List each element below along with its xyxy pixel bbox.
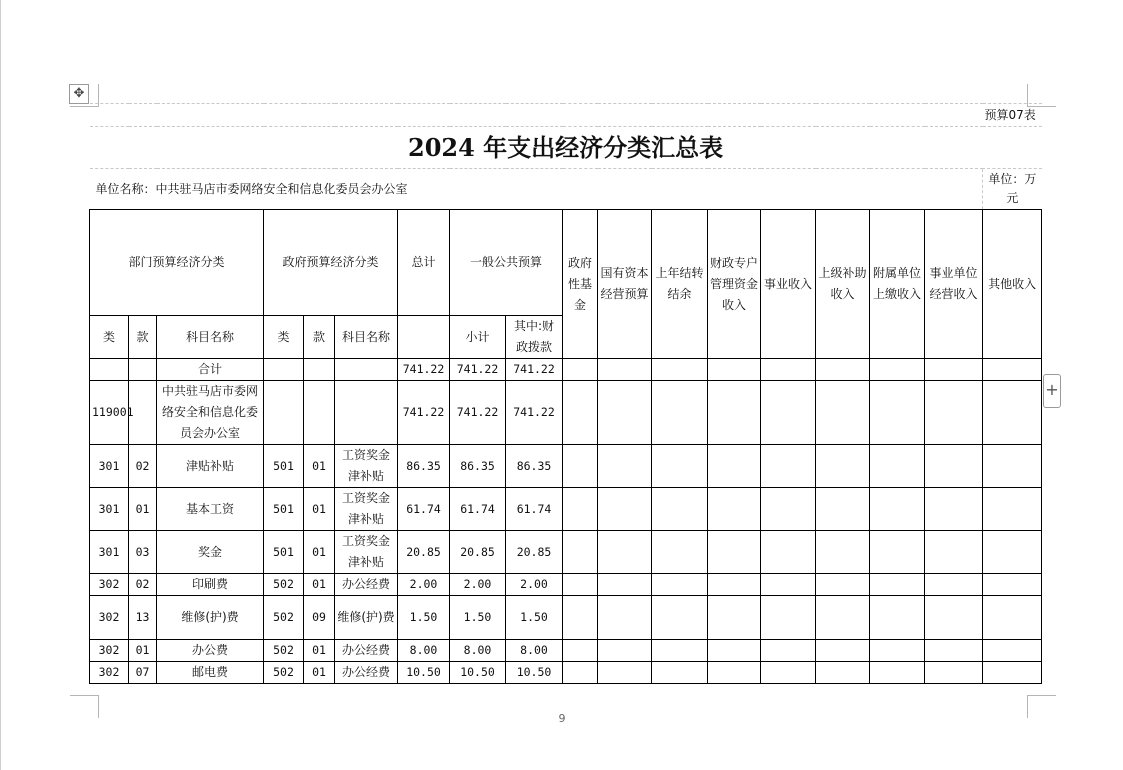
cell-empty <box>598 381 652 445</box>
cell-subtotal: 10.50 <box>450 662 506 684</box>
cell-item-name: 津贴补贴 <box>157 445 264 488</box>
cell-empty <box>816 574 870 596</box>
cell-item-name: 办公费 <box>157 640 264 662</box>
table-row <box>90 596 1042 640</box>
cell-lei: 302 <box>90 662 129 684</box>
cell-item-name: 印刷费 <box>157 574 264 596</box>
header-total-blank <box>398 316 450 359</box>
cell-total: 8.00 <box>398 640 450 662</box>
cell-empty <box>816 662 870 684</box>
cell-gov-lei: 501 <box>264 531 304 574</box>
cell-subtotal: 61.74 <box>450 488 506 531</box>
cell-empty <box>563 445 598 488</box>
cell-lei <box>90 359 129 381</box>
cell-gov-lei: 501 <box>264 488 304 531</box>
header-gov-kuan: 款 <box>304 316 335 359</box>
header-carryover: 上年结转结余 <box>652 210 708 359</box>
cell-empty <box>652 359 708 381</box>
cell-empty <box>652 445 708 488</box>
cell-empty <box>816 531 870 574</box>
cell-empty <box>983 381 1042 445</box>
cell-empty <box>652 381 708 445</box>
cell-lei: 301 <box>90 445 129 488</box>
cell-total: 20.85 <box>398 531 450 574</box>
cell-fiscal: 10.50 <box>506 662 563 684</box>
cell-gov-kuan: 01 <box>304 531 335 574</box>
form-number: 预算07表 <box>90 104 1042 127</box>
cell-empty <box>563 488 598 531</box>
cell-empty <box>708 381 761 445</box>
margin-corner-mark <box>70 695 99 718</box>
page-title: 2024 年支出经济分类汇总表 <box>90 127 1042 169</box>
cell-empty <box>563 381 598 445</box>
cell-gov-kuan: 09 <box>304 596 335 640</box>
table-row <box>90 640 1042 662</box>
cell-empty <box>652 574 708 596</box>
header-state-capital: 国有资本经营预算 <box>598 210 652 359</box>
cell-lei: 302 <box>90 574 129 596</box>
header-gov-item-name: 科目名称 <box>335 316 398 359</box>
cell-lei: 302 <box>90 640 129 662</box>
cell-gov-kuan: 01 <box>304 574 335 596</box>
cell-empty <box>870 488 925 531</box>
unit-name: 单位名称：中共驻马店市委网络安全和信息化委员会办公室 <box>90 169 983 210</box>
cell-empty <box>925 359 983 381</box>
cell-empty <box>598 445 652 488</box>
cell-empty <box>598 488 652 531</box>
cell-empty <box>983 445 1042 488</box>
cell-subtotal: 2.00 <box>450 574 506 596</box>
cell-gov-kuan: 01 <box>304 640 335 662</box>
cell-empty <box>816 381 870 445</box>
header-operating-income: 事业单位经营收入 <box>925 210 983 359</box>
cell-kuan: 01 <box>129 640 157 662</box>
cell-gov-lei: 502 <box>264 574 304 596</box>
cell-empty <box>598 662 652 684</box>
cell-empty <box>925 574 983 596</box>
header-subtotal: 小计 <box>450 316 506 359</box>
cell-total: 86.35 <box>398 445 450 488</box>
cell-empty <box>598 359 652 381</box>
cell-empty <box>983 596 1042 640</box>
cell-empty <box>708 596 761 640</box>
cell-gov-item-name: 办公经费 <box>335 640 398 662</box>
cell-kuan: 03 <box>129 531 157 574</box>
cell-fiscal: 1.50 <box>506 596 563 640</box>
cell-empty <box>652 596 708 640</box>
cell-empty <box>925 596 983 640</box>
cell-subtotal: 20.85 <box>450 531 506 574</box>
header-total: 总计 <box>398 210 450 316</box>
cell-empty <box>816 596 870 640</box>
cell-kuan: 02 <box>129 445 157 488</box>
cell-gov-kuan: 01 <box>304 445 335 488</box>
cell-empty <box>598 574 652 596</box>
cell-kuan: 02 <box>129 574 157 596</box>
cell-empty <box>708 359 761 381</box>
cell-subtotal: 1.50 <box>450 596 506 640</box>
cell-empty <box>761 445 816 488</box>
cell-item-name: 合计 <box>157 359 264 381</box>
cell-empty <box>652 488 708 531</box>
cell-total: 741.22 <box>398 381 450 445</box>
cell-empty <box>761 381 816 445</box>
cell-subtotal: 86.35 <box>450 445 506 488</box>
cell-gov-kuan <box>304 381 335 445</box>
header-affiliated-income: 附属单位上缴收入 <box>870 210 925 359</box>
cell-empty <box>870 445 925 488</box>
cell-fiscal: 741.22 <box>506 359 563 381</box>
cell-empty <box>563 574 598 596</box>
cell-subtotal: 8.00 <box>450 640 506 662</box>
unit-label: 单位：万元 <box>983 169 1042 210</box>
cell-empty <box>652 662 708 684</box>
header-dept-class: 部门预算经济分类 <box>90 210 264 316</box>
table-row <box>90 488 1042 531</box>
cell-total: 741.22 <box>398 359 450 381</box>
cell-gov-kuan <box>304 359 335 381</box>
cell-kuan: 07 <box>129 662 157 684</box>
cell-gov-lei: 501 <box>264 445 304 488</box>
cell-gov-lei <box>264 381 304 445</box>
cell-gov-kuan: 01 <box>304 488 335 531</box>
cell-empty <box>870 531 925 574</box>
table-row <box>90 574 1042 596</box>
cell-fiscal: 86.35 <box>506 445 563 488</box>
cell-empty <box>925 488 983 531</box>
cell-empty <box>816 488 870 531</box>
cell-lei: 301 <box>90 531 129 574</box>
cell-empty <box>652 531 708 574</box>
cell-gov-lei: 502 <box>264 640 304 662</box>
cell-gov-item-name: 办公经费 <box>335 574 398 596</box>
cell-lei: 302 <box>90 596 129 640</box>
cell-empty <box>708 574 761 596</box>
cell-empty <box>925 640 983 662</box>
header-gov-fund: 政府性基金 <box>563 210 598 359</box>
cell-item-name: 奖金 <box>157 531 264 574</box>
cell-empty <box>816 359 870 381</box>
cell-empty <box>652 640 708 662</box>
table-row <box>90 662 1042 684</box>
cell-fiscal: 2.00 <box>506 574 563 596</box>
cell-item-name: 中共驻马店市委网络安全和信息化委员会办公室 <box>157 381 264 445</box>
cell-empty <box>870 662 925 684</box>
cell-gov-item-name: 工资奖金津补贴 <box>335 488 398 531</box>
cell-fiscal: 8.00 <box>506 640 563 662</box>
cell-total: 10.50 <box>398 662 450 684</box>
cell-empty <box>563 640 598 662</box>
header-superior-subsidy: 上级补助收入 <box>816 210 870 359</box>
cell-empty <box>761 574 816 596</box>
cell-empty <box>761 662 816 684</box>
cell-empty <box>708 640 761 662</box>
header-gov-lei: 类 <box>264 316 304 359</box>
cell-empty <box>870 574 925 596</box>
cell-empty <box>598 531 652 574</box>
page-number: 9 <box>558 712 566 725</box>
cell-kuan: 13 <box>129 596 157 640</box>
margin-corner-mark <box>1027 695 1056 718</box>
cell-lei: 301 <box>90 488 129 531</box>
cell-subtotal: 741.22 <box>450 359 506 381</box>
header-gov-class: 政府预算经济分类 <box>264 210 398 316</box>
cell-empty <box>708 531 761 574</box>
header-other-income: 其他收入 <box>983 210 1042 359</box>
cell-empty <box>761 488 816 531</box>
cell-gov-lei <box>264 359 304 381</box>
cell-empty <box>870 381 925 445</box>
cell-gov-lei: 502 <box>264 596 304 640</box>
cell-gov-lei: 502 <box>264 662 304 684</box>
cell-item-name: 基本工资 <box>157 488 264 531</box>
cell-empty <box>708 445 761 488</box>
cell-empty <box>983 574 1042 596</box>
cell-empty <box>870 640 925 662</box>
budget-table <box>89 103 1041 684</box>
cell-empty <box>563 662 598 684</box>
cell-empty <box>563 596 598 640</box>
cell-empty <box>563 359 598 381</box>
page-edge <box>0 0 1 770</box>
cell-item-name: 维修(护)费 <box>157 596 264 640</box>
cell-gov-kuan: 01 <box>304 662 335 684</box>
cell-empty <box>598 640 652 662</box>
cell-empty <box>983 662 1042 684</box>
cell-empty <box>870 359 925 381</box>
table-row <box>90 359 1042 381</box>
cell-empty <box>925 662 983 684</box>
cell-gov-item-name: 工资奖金津补贴 <box>335 531 398 574</box>
header-general-budget: 一般公共预算 <box>450 210 563 316</box>
cell-subtotal: 741.22 <box>450 381 506 445</box>
cell-empty <box>598 596 652 640</box>
cell-item-name: 邮电费 <box>157 662 264 684</box>
table-move-handle-icon[interactable]: ✥ <box>69 84 89 104</box>
cell-empty <box>983 488 1042 531</box>
cell-gov-item-name: 工资奖金津补贴 <box>335 445 398 488</box>
cell-empty <box>563 531 598 574</box>
cell-fiscal: 741.22 <box>506 381 563 445</box>
cell-gov-item-name: 办公经费 <box>335 662 398 684</box>
add-column-icon[interactable]: + <box>1043 374 1061 408</box>
cell-total: 1.50 <box>398 596 450 640</box>
cell-empty <box>761 531 816 574</box>
cell-empty <box>925 381 983 445</box>
cell-empty <box>761 640 816 662</box>
cell-empty <box>761 359 816 381</box>
cell-gov-item-name: 维修(护)费 <box>335 596 398 640</box>
cell-kuan <box>129 359 157 381</box>
cell-total: 2.00 <box>398 574 450 596</box>
table-row <box>90 445 1042 488</box>
cell-total: 61.74 <box>398 488 450 531</box>
cell-empty <box>708 662 761 684</box>
header-business-income: 事业收入 <box>761 210 816 359</box>
cell-fiscal: 20.85 <box>506 531 563 574</box>
header-special-account: 财政专户管理资金收入 <box>708 210 761 359</box>
cell-empty <box>870 596 925 640</box>
cell-empty <box>925 531 983 574</box>
cell-gov-item-name <box>335 359 398 381</box>
cell-fiscal: 61.74 <box>506 488 563 531</box>
cell-lei: 119001 <box>90 381 129 445</box>
cell-empty <box>816 445 870 488</box>
cell-empty <box>983 531 1042 574</box>
cell-empty <box>816 640 870 662</box>
cell-kuan: 01 <box>129 488 157 531</box>
cell-empty <box>983 640 1042 662</box>
cell-empty <box>983 359 1042 381</box>
header-fiscal-allocation: 其中:财政拨款 <box>506 316 563 359</box>
table-row <box>90 531 1042 574</box>
cell-empty <box>761 596 816 640</box>
cell-empty <box>708 488 761 531</box>
cell-empty <box>925 445 983 488</box>
table-row <box>90 381 1042 445</box>
header-kuan: 款 <box>129 316 157 359</box>
header-lei: 类 <box>90 316 129 359</box>
cell-gov-item-name <box>335 381 398 445</box>
header-item-name: 科目名称 <box>157 316 264 359</box>
